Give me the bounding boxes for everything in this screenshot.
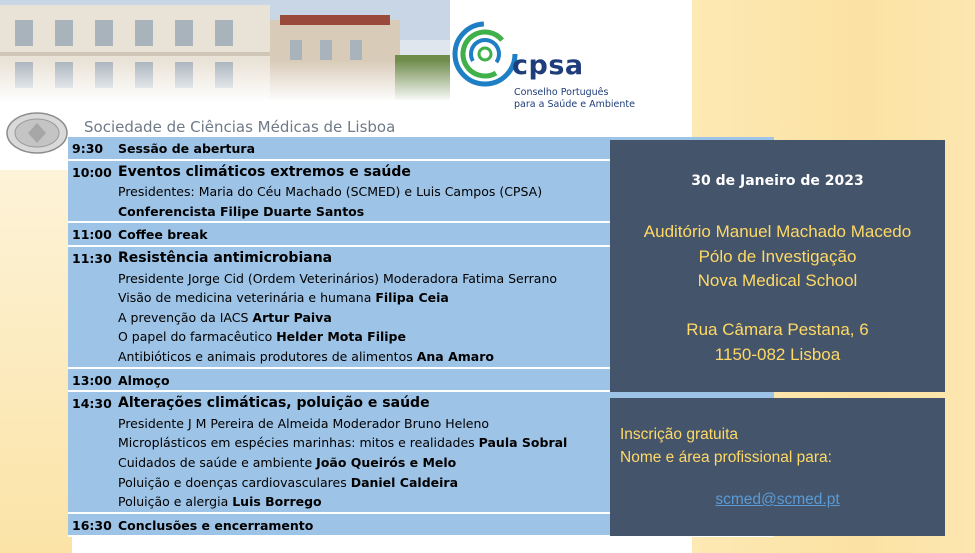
line-text: Poluição e alergia [118,494,233,510]
schedule-time: 9:30 [72,141,104,156]
cpsa-logo-subtitle-2: para a Saúde e Ambiente [514,99,635,110]
line-text: Cuidados de saúde e ambiente [118,454,317,470]
speaker-name: Ana Amaro [416,348,494,364]
registration-free-label: Inscrição gratuita [620,426,739,443]
line-text: O papel do farmacêutico [118,329,277,345]
line-text: Presidente Jorge Cid (Ordem Veterinários) Moderadora Fatima Serrano [118,270,558,286]
line-text: Microplásticos em espécies marinhas: mitos e realidades [118,435,479,451]
speaker-name: Resistência antimicrobiana [118,249,333,266]
cpsa-logo-subtitle-1: Conselho Português [514,87,609,98]
speaker-name: João Queirós e Melo [316,454,457,470]
speaker-name: Helder Mota Filipe [276,329,406,345]
line-text: A prevenção da IACS [118,309,253,325]
cpsa-logo-name: cpsa [512,50,584,81]
background-left-strip [0,170,72,553]
registration-box [610,398,945,536]
speaker-name: Paula Sobral [478,435,568,451]
schedule-time: 11:30 [72,250,112,266]
speaker-name: Coffee break [118,227,208,243]
event-date: 30 de Janeiro de 2023 [691,173,864,189]
society-title: Sociedade de Ciências Médicas de Lisboa [84,118,396,136]
venue-line: Pólo de Investigação [698,246,857,266]
speaker-name: Alterações climáticas, poluição e saúde [118,395,430,412]
address-line: Rua Câmara Pestana, 6 [686,320,869,339]
registration-email-link[interactable]: scmed@scmed.pt [715,491,840,508]
speaker-name: Daniel Caldeira [350,474,458,490]
line-text: Antibióticos e animais produtores de alimentos [118,348,417,364]
schedule-time: 14:30 [72,396,112,412]
event-address [610,318,945,367]
speaker-name: Sessão de abertura [118,141,256,156]
speaker-name: Luis Borrego [232,494,322,510]
line-text: Visão de medicina veterinária e humana [118,290,376,306]
speaker-name: Conclusões e encerramento [118,517,314,533]
building-photo [0,0,450,100]
schedule-time: 13:00 [72,372,112,388]
event-venue [610,220,945,294]
schedule-time: 11:00 [72,227,112,243]
line-text: Presidentes: Maria do Céu Machado (SCMED) e Luis Campos (CPSA) [118,184,543,200]
society-seal-image [4,110,70,156]
address-line: 1150-082 Lisboa [714,344,841,364]
line-text: Poluição e doenças cardiovasculares [118,474,351,490]
venue-line: Nova Medical School [697,271,858,290]
venue-line: Auditório Manuel Machado Macedo [643,222,912,241]
cpsa-logo [450,20,670,120]
speaker-name: Eventos climáticos extremos e saúde [118,163,411,180]
speaker-name: Artur Paiva [252,309,332,325]
line-text: Presidente J M Pereira de Almeida Moderador Bruno Heleno [118,415,490,431]
schedule-time: 10:00 [72,164,112,180]
speaker-name: Filipa Ceia [375,290,449,306]
event-info-box [610,140,945,392]
speaker-name: Almoço [118,372,170,388]
registration-instructions: Nome e área profissional para: [620,449,832,466]
speaker-name: Conferencista Filipe Duarte Santos [118,203,365,219]
schedule-time: 16:30 [72,517,112,533]
